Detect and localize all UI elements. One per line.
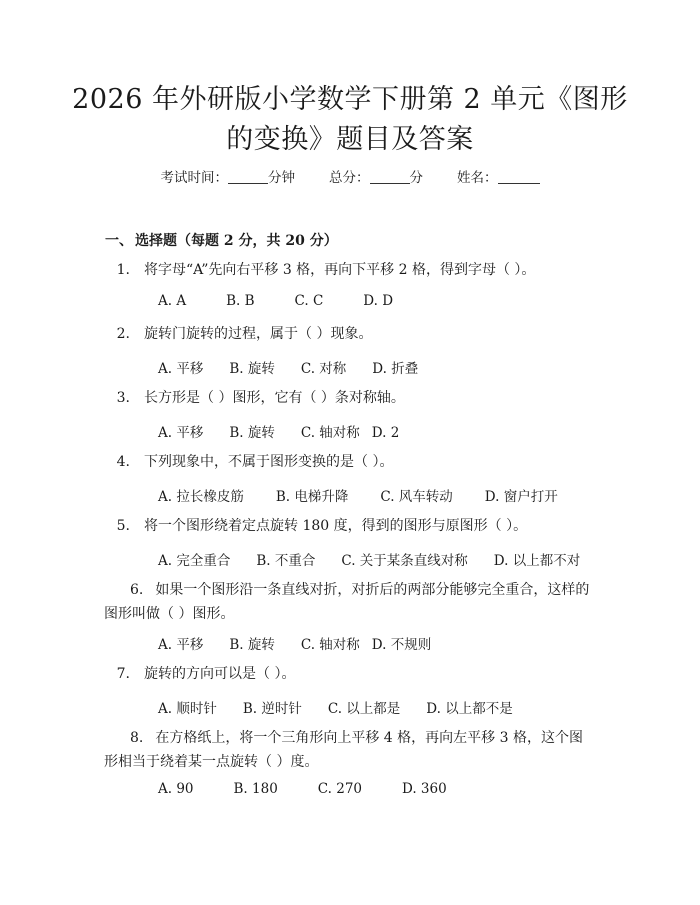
- question-text: 将字母“A”先向右平移 3 格，再向下平移 2 格，得到字母（ ）。: [144, 262, 536, 278]
- time-blank: [228, 169, 268, 184]
- option-c: C. C: [294, 293, 324, 309]
- question-text: 长方形是（ ）图形，它有（ ）条对称轴。: [144, 390, 405, 406]
- name-label: 姓名：: [457, 170, 498, 186]
- option-a: A. A: [158, 293, 187, 309]
- question-number: 7.: [116, 666, 130, 682]
- score-label: 总分：: [329, 170, 370, 186]
- document-title: [60, 80, 640, 160]
- option-a: A. 平移: [158, 361, 204, 377]
- score-blank: [370, 169, 410, 184]
- option-a: A. 顺时针: [158, 701, 217, 717]
- question-number: 3.: [116, 390, 130, 406]
- option-c: C. 对称: [300, 361, 347, 377]
- option-d: D. 以上都不对: [493, 553, 581, 569]
- question-5-options: [158, 549, 580, 569]
- question-3: [104, 386, 604, 410]
- option-b: B. 旋转: [229, 637, 275, 653]
- option-d: D. D: [363, 293, 394, 309]
- score-unit: 分: [409, 170, 423, 186]
- question-2-options: [158, 357, 444, 377]
- question-6: [104, 578, 596, 626]
- option-b: B. B: [226, 293, 255, 309]
- option-a: A. 完全重合: [158, 553, 231, 569]
- option-b: B. 180: [233, 781, 278, 797]
- time-label: 考试时间：: [160, 170, 228, 186]
- option-d: D. 以上都不是: [426, 701, 513, 717]
- question-number: 8.: [130, 730, 144, 746]
- question-number: 1.: [116, 262, 130, 278]
- option-d: D. 不规则: [371, 637, 432, 653]
- question-2: [104, 322, 604, 346]
- question-8: [104, 726, 596, 774]
- question-number: 2.: [116, 326, 130, 342]
- question-7: [104, 662, 604, 686]
- question-7-options: [158, 697, 539, 717]
- option-b: B. 电梯升降: [275, 489, 349, 505]
- question-number: 6.: [130, 582, 144, 598]
- option-c: C. 以上都是: [327, 701, 401, 717]
- question-number: 4.: [116, 454, 130, 470]
- section-heading: [105, 230, 338, 250]
- option-c: C. 轴对称: [300, 637, 360, 653]
- question-number: 5.: [116, 518, 130, 534]
- option-b: B. 逆时针: [242, 701, 302, 717]
- question-text: 如果一个图形沿一条直线对折，对折后的两部分能够完全重合，这样的图形叫做（ ）图形。: [104, 582, 590, 622]
- option-b: B. 旋转: [229, 425, 275, 441]
- exam-meta: [0, 168, 700, 188]
- question-4-options: [158, 485, 584, 505]
- title-line-1: 2026 年外研版小学数学下册第 2 单元《图形: [72, 84, 628, 115]
- option-a: A. 平移: [158, 637, 204, 653]
- question-text: 旋转的方向可以是（ ）。: [144, 666, 296, 682]
- option-a: A. 90: [158, 781, 194, 797]
- question-3-options: [158, 421, 425, 441]
- section-title: 选择题（每题 2 分，共 20 分）: [135, 233, 338, 249]
- question-text: 旋转门旋转的过程，属于（ ）现象。: [144, 326, 373, 342]
- title-line-2: 的变换》题目及答案: [226, 124, 474, 155]
- section-number: 一、: [105, 233, 133, 249]
- option-c: C. 关于某条直线对称: [341, 553, 468, 569]
- question-1: [104, 258, 604, 282]
- option-d: D. 360: [402, 781, 447, 797]
- option-c: C. 轴对称: [300, 425, 360, 441]
- question-4: [104, 450, 604, 474]
- option-a: A. 拉长橡皮筋: [158, 489, 244, 505]
- question-8-options: [158, 781, 473, 797]
- option-d: D. 窗户打开: [484, 489, 558, 505]
- question-text: 在方格纸上，将一个三角形向上平移 4 格，再向左平移 3 格，这个图形相当于绕着某一点旋转（ ）度。: [104, 730, 583, 770]
- time-unit: 分钟: [268, 170, 295, 186]
- question-text: 将一个图形绕着定点旋转 180 度，得到的图形与原图形（ ）。: [144, 518, 528, 534]
- question-5: [104, 514, 604, 538]
- question-text: 下列现象中，不属于图形变换的是（ ）。: [144, 454, 394, 470]
- option-c: C. 风车转动: [380, 489, 453, 505]
- question-1-options: [158, 293, 419, 309]
- name-blank: [498, 169, 540, 184]
- option-c: C. 270: [317, 781, 362, 797]
- option-b: B. 旋转: [229, 361, 275, 377]
- option-d: D. 折叠: [372, 361, 419, 377]
- option-a: A. 平移: [158, 425, 204, 441]
- option-b: B. 不重合: [256, 553, 316, 569]
- question-6-options: [158, 633, 457, 653]
- option-d: D. 2: [371, 425, 400, 441]
